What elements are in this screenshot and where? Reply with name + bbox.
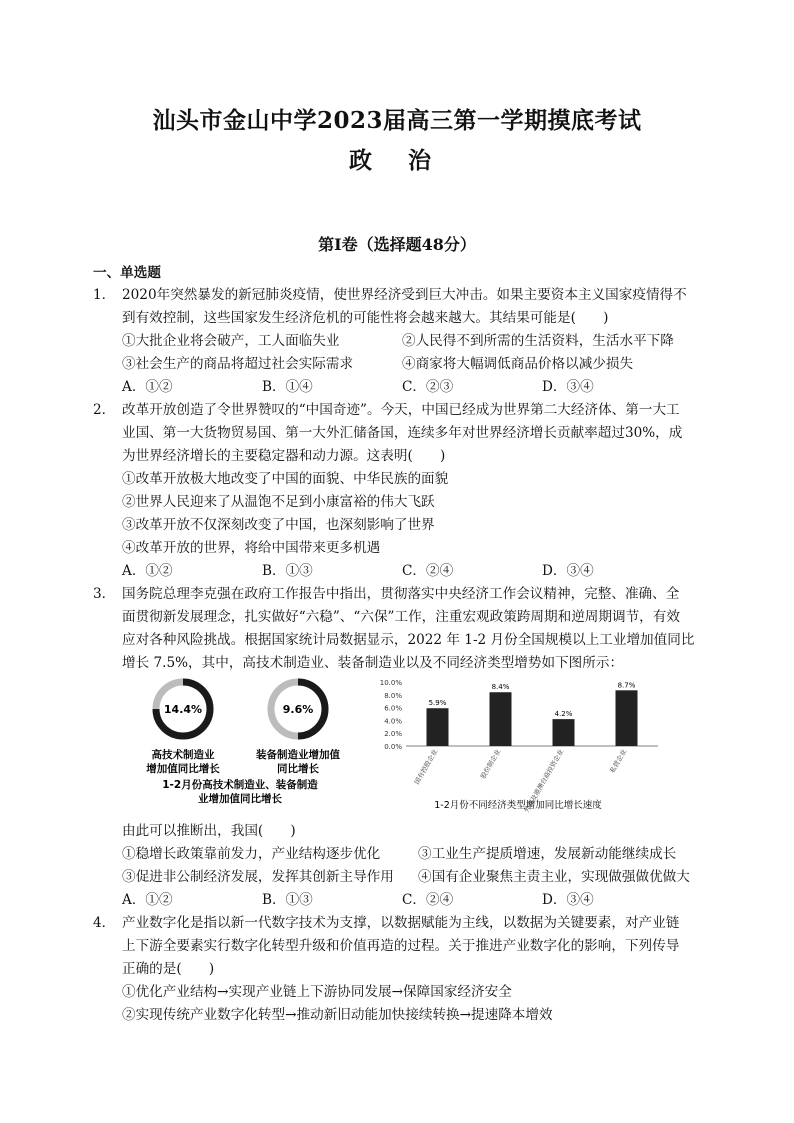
question-text: 国务院总理李克强在政府工作报告中指出，贯彻落实中央经济工作会议精神，完整、准确、全 bbox=[122, 586, 680, 602]
ring-chart-equipment bbox=[256, 682, 340, 775]
exam-title: 汕头市金山中学2023届高三第一学期摸底考试 bbox=[152, 107, 642, 134]
option-a[interactable]: A．①② bbox=[122, 563, 173, 579]
option-b[interactable]: B．①④ bbox=[262, 379, 313, 395]
statement-4: ④改革开放的世界，将给中国带来更多机遇 bbox=[122, 540, 381, 556]
category-label: 股份制企业 bbox=[479, 748, 503, 781]
statement-3: ③改革开放不仅深刻改变了中国，也深刻影响了世界 bbox=[122, 517, 435, 533]
question-text: 2020年突然暴发的新冠肺炎疫情，使世界经济受到巨大冲击。如果主要资本主义国家疫情得不 bbox=[122, 287, 687, 303]
bar-value-label: 5.9% bbox=[428, 699, 447, 708]
bar-chart-figure bbox=[368, 676, 664, 816]
question-text: 改革开放创造了令世界赞叹的“中国奇迹”。今天，中国已经成为世界第二大经济体、第一大工 bbox=[122, 402, 680, 418]
statement-1: ①大批企业将会破产，工人面临失业 bbox=[122, 333, 340, 349]
bar-chart-marks bbox=[412, 681, 638, 814]
y-tick-label: 8.0% bbox=[384, 691, 402, 700]
bar bbox=[616, 690, 638, 746]
question-text: 为世界经济增长的主要稳定器和动力源。这表明( ) bbox=[122, 448, 446, 464]
ring-chart-high-tech bbox=[146, 682, 220, 775]
statement-3: ③促进非公制经济发展，发挥其创新主导作用 bbox=[122, 869, 394, 885]
statement-3: ③社会生产的商品将超过社会实际需求 bbox=[122, 356, 354, 372]
y-tick-label: 6.0% bbox=[384, 704, 402, 713]
category-label: 国有控股企业 bbox=[412, 748, 440, 786]
section-heading: 一、单选题 bbox=[93, 265, 161, 281]
bar-chart-caption: 1-2月份不同经济类型增加同比增长速度 bbox=[434, 800, 602, 811]
ring-label: 装备制造业增加值 bbox=[256, 749, 340, 761]
bar-value-label: 8.7% bbox=[617, 681, 636, 690]
option-d[interactable]: D．③④ bbox=[542, 379, 594, 395]
bar bbox=[427, 708, 449, 746]
question-text: 由此可以推断出，我国( ) bbox=[122, 823, 296, 839]
ring-label: 增加值同比增长 bbox=[146, 763, 220, 775]
option-d[interactable]: D．③④ bbox=[542, 563, 594, 579]
option-a[interactable]: A．①② bbox=[122, 379, 173, 395]
option-c[interactable]: C．②④ bbox=[402, 563, 454, 579]
y-tick-label: 0.0% bbox=[384, 743, 402, 751]
question-number: 1． bbox=[93, 287, 116, 303]
question-number: 2． bbox=[93, 402, 116, 418]
statement-2: ②世界人民迎来了从温饱不足到小康富裕的伟大飞跃 bbox=[122, 494, 435, 510]
option-c[interactable]: C．②④ bbox=[402, 892, 454, 908]
ring-charts-figure bbox=[122, 676, 362, 808]
question-text: 到有效控制，这些国家发生经济危机的可能性将会越来越大。其结果可能是( ) bbox=[122, 310, 609, 326]
question-text: 上下游全要素实行数字化转型升级和价值再造的过程。关于推进产业数字化的影响，下列传导 bbox=[122, 938, 680, 954]
question-text: 面贯彻新发展理念，扎实做好“六稳”、“六保”工作，注重宏观政策跨周期和逆周期调节，有效 bbox=[122, 609, 680, 625]
bar bbox=[553, 719, 575, 746]
ring-figure-caption: 业增加值同比增长 bbox=[198, 793, 282, 805]
question-text: 正确的是( ) bbox=[122, 961, 215, 977]
statement-2: ③工业生产提质增速，发展新动能继续成长 bbox=[418, 846, 677, 862]
option-d[interactable]: D．③④ bbox=[542, 892, 594, 908]
y-tick-label: 4.0% bbox=[384, 717, 402, 726]
bar-value-label: 8.4% bbox=[491, 683, 510, 692]
statement-2: ②人民得不到所需的生活资料，生活水平下降 bbox=[402, 333, 674, 349]
bar-value-label: 4.2% bbox=[554, 710, 573, 719]
option-b[interactable]: B．①③ bbox=[262, 892, 313, 908]
option-a[interactable]: A．①② bbox=[122, 892, 173, 908]
ring-label: 同比增长 bbox=[277, 763, 319, 775]
option-b[interactable]: B．①③ bbox=[262, 563, 313, 579]
statement-4: ④国有企业聚焦主责主业，实现做强做优做大 bbox=[418, 869, 690, 885]
question-text: 增长 7.5%，其中，高技术制造业、装备制造业以及不同经济类型增势如下图所示： bbox=[122, 655, 624, 671]
category-label: 私营企业 bbox=[608, 748, 629, 775]
statement-1: ①稳增长政策靠前发力，产业结构逐步优化 bbox=[122, 846, 381, 862]
statement-2: ②实现传统产业数字化转型→推动新旧动能加快接续转换→提速降本增效 bbox=[122, 1007, 553, 1023]
question-number: 3． bbox=[93, 586, 116, 602]
category-label: 外商及港澳台商投资企业 bbox=[522, 748, 566, 814]
question-number: 4． bbox=[93, 915, 116, 931]
ring-label: 高技术制造业 bbox=[151, 749, 215, 761]
part-title: 第Ⅰ卷（选择题48分） bbox=[318, 235, 476, 254]
question-text: 应对各种风险挑战。根据国家统计局数据显示，2022 年 1-2 月份全国规模以上工业增加值同比 bbox=[122, 632, 695, 648]
bar bbox=[490, 692, 512, 746]
y-tick-label: 2.0% bbox=[384, 730, 402, 739]
option-c[interactable]: C．②③ bbox=[402, 379, 454, 395]
ring-value-label: 14.4% bbox=[163, 703, 203, 716]
ring-value-label: 9.6% bbox=[282, 703, 314, 716]
question-text: 产业数字化是指以新一代数字技术为支撑，以数据赋能为主线，以数据为关键要素，对产业链 bbox=[122, 915, 680, 931]
statement-4: ④商家将大幅调低商品价格以减少损失 bbox=[402, 356, 634, 372]
statement-1: ①改革开放极大地改变了中国的面貌、中华民族的面貌 bbox=[122, 471, 449, 487]
y-tick-label: 10.0% bbox=[379, 679, 402, 687]
statement-1: ①优化产业结构→实现产业链上下游协同发展→保障国家经济安全 bbox=[122, 984, 512, 1000]
question-text: 业国、第一大货物贸易国、第一大外汇储备国，连续多年对世界经济增长贡献率超过30%，成 bbox=[122, 425, 683, 441]
subject-title: 政 治 bbox=[348, 147, 445, 174]
ring-figure-caption: 1-2月份高技术制造业、装备制造 bbox=[162, 779, 318, 791]
